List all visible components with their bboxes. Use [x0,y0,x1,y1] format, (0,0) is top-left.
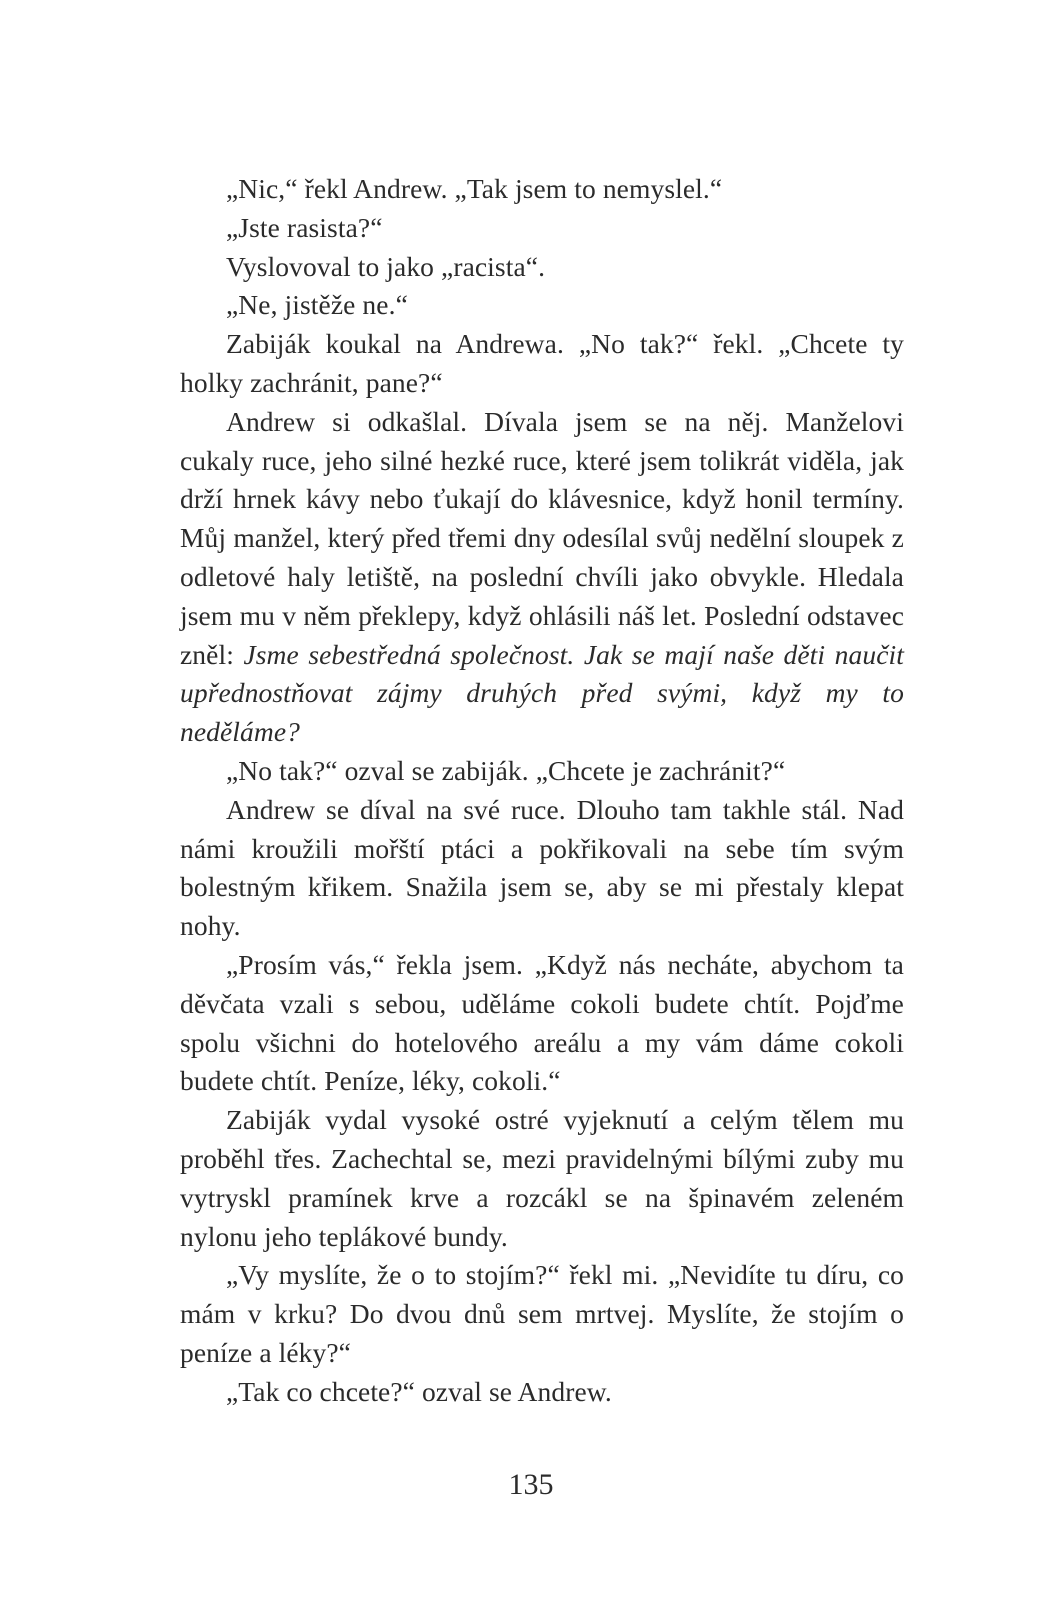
paragraph: Andrew si odkašlal. Dívala jsem se na něj. Manželovi cukaly ruce, jeho silné hezké ruce, které jsem tolikrát viděla, jak drží hrnek kávy nebo ťukají do klávesnice, když honil termíny. Můj manžel, který před třemi dny odesílal svůj nedělní sloupek z odletové haly letiště, na poslední chvíli jako obvykle. Hledala jsem mu v něm překlepy, když ohlásili náš let. Poslední odstavec zněl: Jsme sebestředná společnost. Jak se mají naše děti naučit upřednostňovat zájmy druhých před svými, když my to neděláme? [180,405,904,748]
paragraph: Andrew se díval na své ruce. Dlouho tam takhle stál. Nad námi kroužili mořští ptáci a pokřikovali na sebe tím svým bolestným křikem. Snažila jsem se, aby se mi přestaly klepat nohy. [180,793,904,942]
italic-quote: Jsme sebestředná společnost. Jak se mají naše děti naučit upřednostňovat zájmy druhých před svými, když my to neděláme? [180,638,904,748]
paragraph: „Jste rasista?“ [226,211,383,243]
paragraph: „Vy myslíte, že o to stojím?“ řekl mi. „Nevidíte tu díru, co mám v krku? Do dvou dnů sem mrtvej. Myslíte, že stojím o peníze a léky?“ [180,1259,904,1368]
body-text [180,170,904,1412]
paragraph: Zabiják vydal vysoké ostré vyjeknutí a celým tělem mu proběhl třes. Zachechtal se, mezi pravidelnými bílými zuby mu vytryskl pramínek krve a rozcákl se na špinavém zeleném nylonu jeho teplákové bundy. [180,1104,904,1252]
page-number: 135 [508,1468,554,1501]
paragraph: Zabiják koukal na Andrewa. „No tak?“ řekl. „Chcete ty holky zachránit, pane?“ [180,328,904,398]
paragraph: Vyslovoval to jako „racista“. [226,250,546,282]
paragraph: „No tak?“ ozval se zabiják. „Chcete je zachránit?“ [226,754,786,786]
paragraph: „Prosím vás,“ řekla jsem. „Když nás necháte, abychom ta děvčata vzali s sebou, uděláme cokoli budete chtít. Pojďme spolu všichni do hotelového areálu a my vám dáme cokoli budete chtít. Peníze, léky, cokoli.“ [180,948,904,1097]
paragraph: „Nic,“ řekl Andrew. „Tak jsem to nemyslel.“ [226,173,723,204]
paragraph: „Tak co chcete?“ ozval se Andrew. [226,1375,612,1407]
paragraph: „Ne, jistěže ne.“ [226,289,408,321]
